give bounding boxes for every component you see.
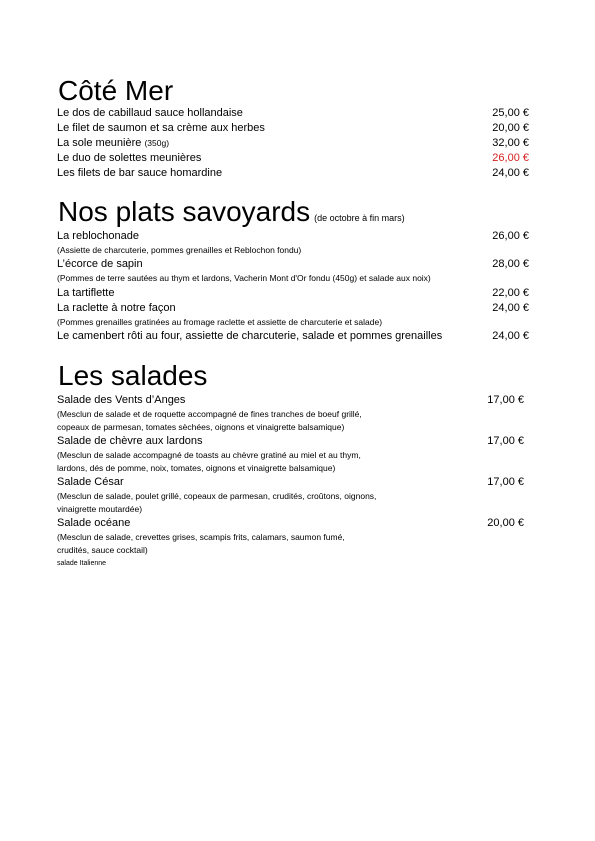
menu-item-name: L’écorce de sapin: [57, 258, 143, 270]
menu-item-price: 24,00 €: [492, 330, 529, 342]
section-title-mer: Côté Mer: [58, 75, 174, 106]
menu-item-description: (Mesclun de salade et de roquette accompagné de fines tranches de boeuf grillé,: [57, 409, 362, 419]
menu-item-price: 20,00 €: [487, 517, 524, 529]
menu-item-name: La raclette à notre façon: [57, 302, 176, 314]
menu-item-price: 28,00 €: [492, 258, 529, 270]
section-title-savoyards: [58, 198, 405, 226]
menu-item-name: Le filet de saumon et sa crème aux herbes: [57, 122, 265, 134]
menu-item-price: 20,00 €: [492, 122, 529, 134]
menu-item-name: La tartiflette: [57, 287, 115, 299]
menu-item-name: Salade César: [57, 476, 124, 488]
section-title-text: Nos plats savoyards: [58, 196, 311, 227]
menu-item-description: lardons, dés de pomme, noix, tomates, oignons et vinaigrette balsamique): [57, 463, 336, 473]
menu-item-price: 25,00 €: [492, 107, 529, 119]
menu-item-description: (Mesclun de salade, crevettes grises, scampis frits, calamars, saumon fumé,: [57, 532, 345, 542]
menu-item-name: Le dos de cabillaud sauce hollandaise: [57, 107, 243, 119]
menu-item-name: Les filets de bar sauce homardine: [57, 167, 223, 179]
section-season-note: (de octobre à fin mars): [314, 213, 405, 223]
menu-item-row: [57, 137, 169, 150]
menu-item-description: (Pommes grenailles gratinées au fromage raclette et assiette de charcuterie et salade): [57, 317, 383, 327]
section-title-salades: Les salades: [58, 360, 208, 391]
menu-item-description: (Assiette de charcuterie, pommes grenailles et Reblochon fondu): [57, 245, 302, 255]
menu-item-description: (Pommes de terre sautées au thym et lardons, Vacherin Mont d'Or fondu (450g) et salade aux noix): [57, 273, 431, 283]
menu-item-price: 24,00 €: [492, 302, 529, 314]
menu-item-description: copeaux de parmesan, tomates sèchées, oignons et vinaigrette balsamique): [57, 422, 345, 432]
menu-item-name: Salade de chèvre aux lardons: [57, 435, 203, 447]
menu-item-price-highlight: 26,00 €: [492, 152, 529, 164]
menu-item-price: 24,00 €: [492, 167, 529, 179]
menu-item-quantity: (350g): [144, 138, 170, 148]
menu-item-price: 17,00 €: [487, 435, 524, 447]
menu-item-description: crudités, sauce cocktail): [57, 545, 148, 555]
menu-item-name: Salade océane: [57, 517, 131, 529]
menu-item-price: 17,00 €: [487, 476, 524, 488]
menu-item-price: 17,00 €: [487, 394, 524, 406]
footnote: salade Italienne: [57, 560, 107, 567]
menu-item-description: vinaigrette moutardée): [57, 504, 143, 514]
menu-item-name: La sole meunière: [57, 137, 142, 149]
menu-item-name: La reblochonade: [57, 230, 139, 242]
menu-item-name: Salade des Vents d’Anges: [57, 394, 186, 406]
menu-item-price: 32,00 €: [492, 137, 529, 149]
menu-item-price: 26,00 €: [492, 230, 529, 242]
menu-item-name: Le camenbert rôti au four, assiette de charcuterie, salade et pommes grenailles: [57, 330, 443, 342]
menu-item-description: (Mesclun de salade, poulet grillé, copeaux de parmesan, crudités, croûtons, oignons,: [57, 491, 377, 501]
menu-item-name: Le duo de solettes meunières: [57, 152, 202, 164]
menu-item-price: 22,00 €: [492, 287, 529, 299]
menu-item-description: (Mesclun de salade accompagné de toasts au chèvre gratiné au miel et au thym,: [57, 450, 361, 460]
